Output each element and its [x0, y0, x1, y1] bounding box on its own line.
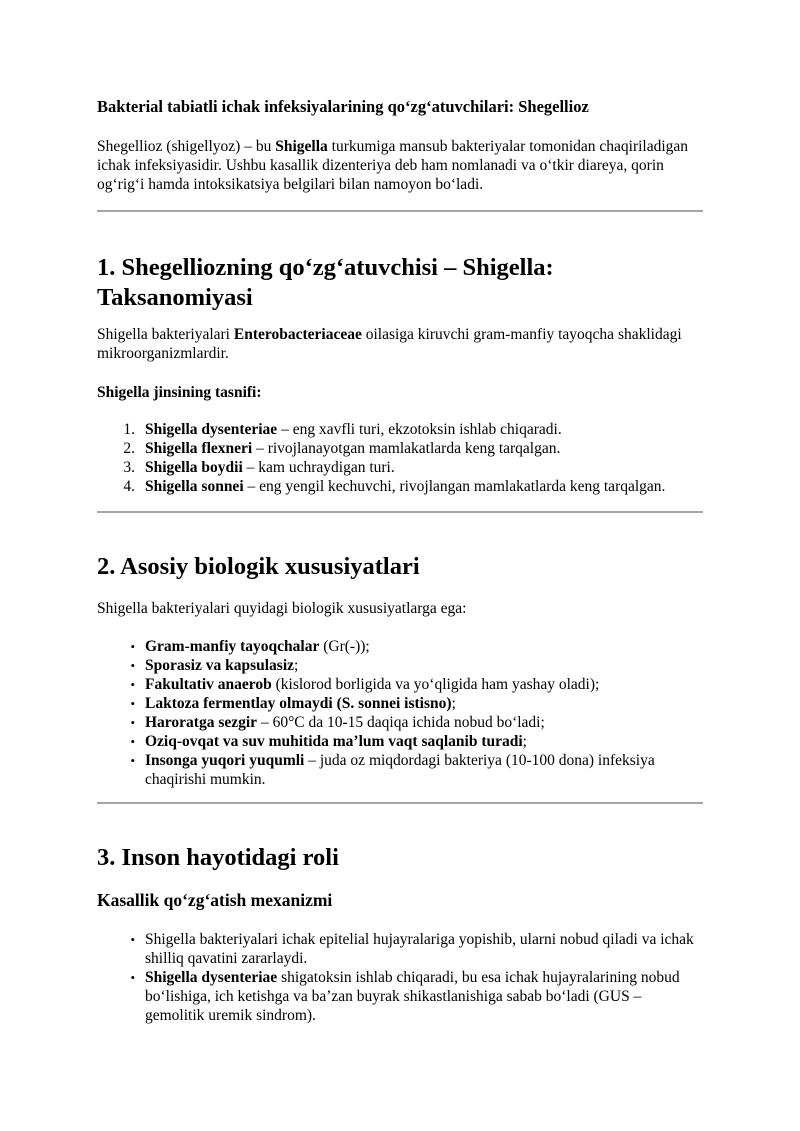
property-name: Sporasiz va kapsulasiz [145, 657, 295, 674]
mechanism-species: Shigella dysenteriae [145, 969, 278, 986]
list-item [97, 732, 703, 751]
list-item [97, 420, 703, 439]
species-desc: – rivojlanayotgan mamlakatlarda keng tarqalgan. [252, 440, 561, 457]
list-item [97, 675, 703, 694]
species-desc: – eng xavfli turi, ekzotoksin ishlab chiqaradi. [277, 421, 562, 438]
mechanism-desc: Shigella bakteriyalari ichak epitelial hujayralariga yopishib, ularni nobud qiladi va ichak shilliq qavatini zararlaydi. [145, 931, 694, 967]
property-name: Gram-manfiy tayoqchalar [145, 638, 320, 655]
list-item [97, 751, 703, 789]
property-name: Oziq-ovqat va suv muhitida ma’lum vaqt saqlanib turadi [145, 733, 523, 750]
biological-properties-list [97, 637, 703, 789]
species-name: Shigella sonnei [145, 478, 244, 495]
property-desc: (Gr(-)); [319, 638, 370, 655]
list-item [97, 656, 703, 675]
bullet-marker: • [130, 753, 135, 768]
bullet-marker: • [130, 932, 135, 947]
list-marker: 3. [123, 459, 135, 476]
property-name: Laktoza fermentlay olmaydi (S. sonnei istisno) [145, 695, 452, 712]
property-name: Insonga yuqori yuqumli [145, 752, 305, 769]
divider-1 [97, 210, 703, 212]
section-1-paragraph [97, 325, 703, 363]
section-2-paragraph: Shigella bakteriyalari quyidagi biologik xususiyatlarga ega: [97, 600, 467, 617]
species-name: Shigella boydii [145, 459, 243, 476]
divider-2 [97, 511, 703, 513]
mechanism-desc: shigatoksin ishlab chiqaradi, bu esa ichak hujayralarining nobud bo‘lishiga, ich ketishga va ba’zan buyrak shikastlanishiga sabab bo‘ladi (GUS – gemolitik uremik sindrom). [145, 969, 680, 1024]
list-item [97, 458, 703, 477]
list-item [97, 439, 703, 458]
bullet-marker: • [130, 715, 135, 730]
intro-bold-shigella: Shigella [275, 138, 328, 155]
list-item [97, 713, 703, 732]
property-desc: ; [294, 657, 299, 674]
bullet-marker: • [130, 639, 135, 654]
section-1-text-2: oilasiga kiruvchi gram-manfiy tayoqcha shaklidagi mikroorganizmlardir. [97, 326, 682, 362]
bullet-marker: • [130, 696, 135, 711]
intro-paragraph [97, 137, 703, 194]
property-desc: – 60°C da 10-15 daqiqa ichida nobud bo‘ladi; [257, 714, 545, 731]
property-name: Fakultativ anaerob [145, 676, 272, 693]
property-desc: – juda oz miqdordagi bakteriya (10-100 dona) infeksiya chaqirishi mumkin. [145, 752, 655, 788]
section-1-text-1: Shigella bakteriyalari [97, 326, 234, 343]
property-desc: ; [522, 733, 527, 750]
property-desc: ; [451, 695, 456, 712]
bullet-marker: • [130, 734, 135, 749]
property-desc: (kislorod borligida va yo‘qligida ham yashay oladi); [271, 676, 600, 693]
list-item [97, 930, 703, 968]
intro-text-2: turkumiga mansub bakteriyalar tomonidan chaqiriladigan ichak infeksiyasidir. Ushbu kasallik dizenteriya deb ham nomlanadi va o‘tkir diareya, qorin og‘rig‘i hamda intoksikatsiya belgilari bilan namoyon bo‘ladi. [97, 138, 689, 193]
intro-text-1: Shegellioz (shigellyoz) – bu [97, 138, 276, 155]
property-name: Haroratga sezgir [145, 714, 258, 731]
section-3-subheading: Kasallik qo‘zg‘atish mexanizmi [97, 890, 333, 910]
section-3-heading: 3. Inson hayotidagi roli [97, 844, 339, 871]
list-item [97, 637, 703, 656]
bullet-marker: • [130, 677, 135, 692]
species-name: Shigella dysenteriae [145, 421, 278, 438]
list-item [97, 968, 703, 1025]
list-marker: 2. [123, 440, 135, 457]
list-item [97, 694, 703, 713]
shigella-species-list [97, 420, 703, 496]
species-desc: – eng yengil kechuvchi, rivojlangan mamlakatlarda keng tarqalgan. [243, 478, 666, 495]
bullet-marker: • [130, 970, 135, 985]
section-1-heading: 1. Shegelliozning qo‘zg‘atuvchisi – Shigella: Taksanomiyasi [97, 254, 554, 311]
list-marker: 1. [123, 421, 135, 438]
list-marker: 4. [123, 478, 135, 495]
section-1-subhead: Shigella jinsining tasnifi: [97, 384, 262, 401]
divider-3 [97, 802, 703, 804]
section-2-heading: 2. Asosiy biologik xususiyatlari [97, 553, 420, 580]
pathogenesis-list [97, 930, 703, 1025]
bullet-marker: • [130, 658, 135, 673]
section-1-bold-family: Enterobacteriaceae [233, 326, 362, 343]
species-name: Shigella flexneri [145, 440, 253, 457]
document-title: Bakterial tabiatli ichak infeksiyalarining qo‘zg‘atuvchilari: Shegellioz [97, 97, 589, 116]
list-item [97, 477, 703, 496]
species-desc: – kam uchraydigan turi. [242, 459, 395, 476]
